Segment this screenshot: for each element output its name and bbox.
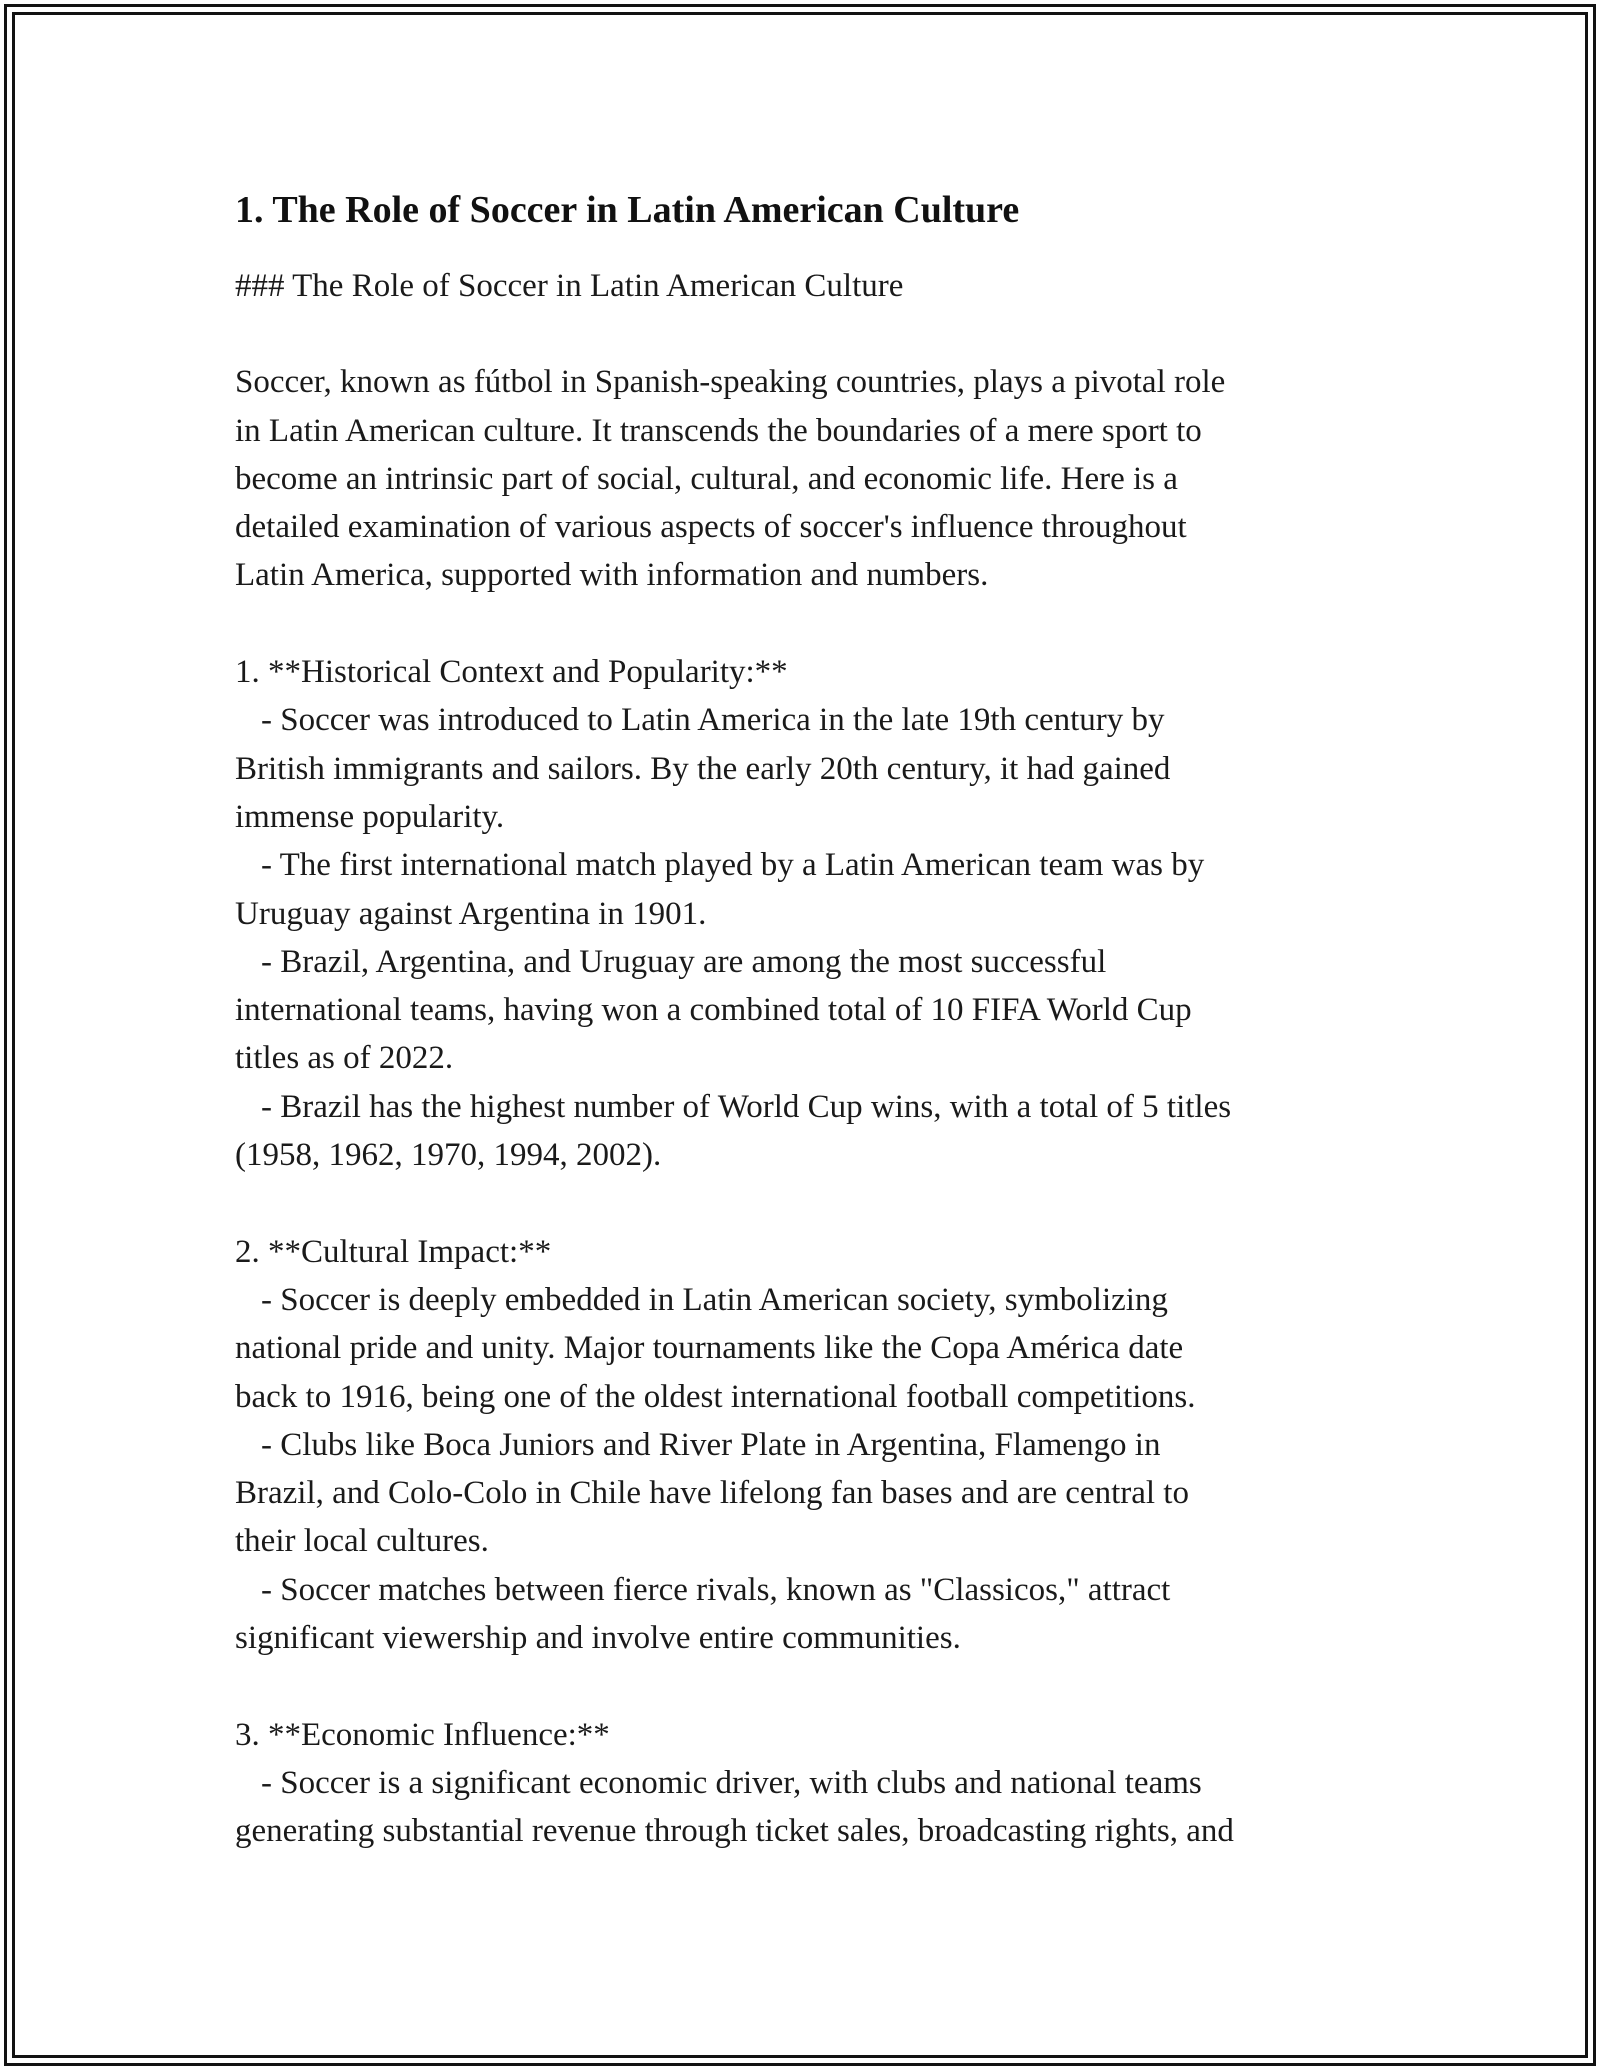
bullet-line: - Soccer is deeply embedded in Latin American society, symbolizing <box>261 1281 1168 1318</box>
bullet-line: - Soccer was introduced to Latin America in the late 19th century by <box>261 702 1165 739</box>
bullet-line: - The first international match played by a Latin American team was by <box>261 847 1205 884</box>
bullet-line: - Brazil, Argentina, and Uruguay are among the most successful <box>261 943 1107 980</box>
bullet-item <box>235 841 1355 938</box>
intro-line: detailed examination of various aspects of soccer's influence throughout <box>235 509 1187 546</box>
bullet-line: significant viewership and involve entire communities. <box>235 1620 961 1657</box>
intro-line: in Latin American culture. It transcends the boundaries of a mere sport to <box>235 412 1202 449</box>
bullet-item <box>235 696 1355 841</box>
bullet-line: Brazil, and Colo-Colo in Chile have lifelong fan bases and are central to <box>235 1475 1189 1512</box>
document-subheading: ### The Role of Soccer in Latin American Culture <box>235 268 904 304</box>
bullet-line: - Soccer is a significant economic driver, with clubs and national teams <box>261 1764 1202 1801</box>
bullet-line: back to 1916, being one of the oldest international football competitions. <box>235 1378 1196 1415</box>
bullet-line: - Brazil has the highest number of World Cup wins, with a total of 5 titles <box>261 1088 1232 1125</box>
bullet-item <box>235 1421 1355 1566</box>
bullet-item <box>235 938 1355 1083</box>
section-historical-context <box>235 648 1355 1179</box>
section-heading: 1. **Historical Context and Popularity:** <box>235 654 788 691</box>
bullet-item <box>235 1083 1355 1180</box>
bullet-line: international teams, having won a combined total of 10 FIFA World Cup <box>235 992 1192 1029</box>
bullet-line: Uruguay against Argentina in 1901. <box>235 895 707 932</box>
document-title: 1. The Role of Soccer in Latin American Culture <box>235 189 1020 231</box>
bullet-line: (1958, 1962, 1970, 1994, 2002). <box>235 1137 662 1174</box>
bullet-line: British immigrants and sailors. By the early 20th century, it had gained <box>235 750 1171 787</box>
bullet-line: - Soccer matches between fierce rivals, known as "Classicos," attract <box>261 1571 1171 1608</box>
bullet-item <box>235 1566 1355 1663</box>
section-heading: 3. **Economic Influence:** <box>235 1716 610 1753</box>
section-economic-influence <box>235 1711 1355 1856</box>
bullet-line: national pride and unity. Major tournaments like the Copa América date <box>235 1330 1184 1367</box>
bullet-line: - Clubs like Boca Juniors and River Plate in Argentina, Flamengo in <box>261 1426 1161 1463</box>
bullet-item <box>235 1759 1355 1856</box>
bullet-line: titles as of 2022. <box>235 1040 454 1077</box>
intro-line: become an intrinsic part of social, cultural, and economic life. Here is a <box>235 460 1178 497</box>
bullet-line: their local cultures. <box>235 1523 489 1560</box>
bullet-line: immense popularity. <box>235 798 505 835</box>
section-cultural-impact <box>235 1228 1355 1663</box>
document-body <box>235 186 1355 1856</box>
intro-paragraph <box>235 358 1355 599</box>
section-heading: 2. **Cultural Impact:** <box>235 1233 552 1270</box>
bullet-item <box>235 1276 1355 1421</box>
intro-line: Latin America, supported with information and numbers. <box>235 557 989 594</box>
intro-line: Soccer, known as fútbol in Spanish-speaking countries, plays a pivotal role <box>235 364 1226 401</box>
bullet-line: generating substantial revenue through ticket sales, broadcasting rights, and <box>235 1813 1234 1850</box>
